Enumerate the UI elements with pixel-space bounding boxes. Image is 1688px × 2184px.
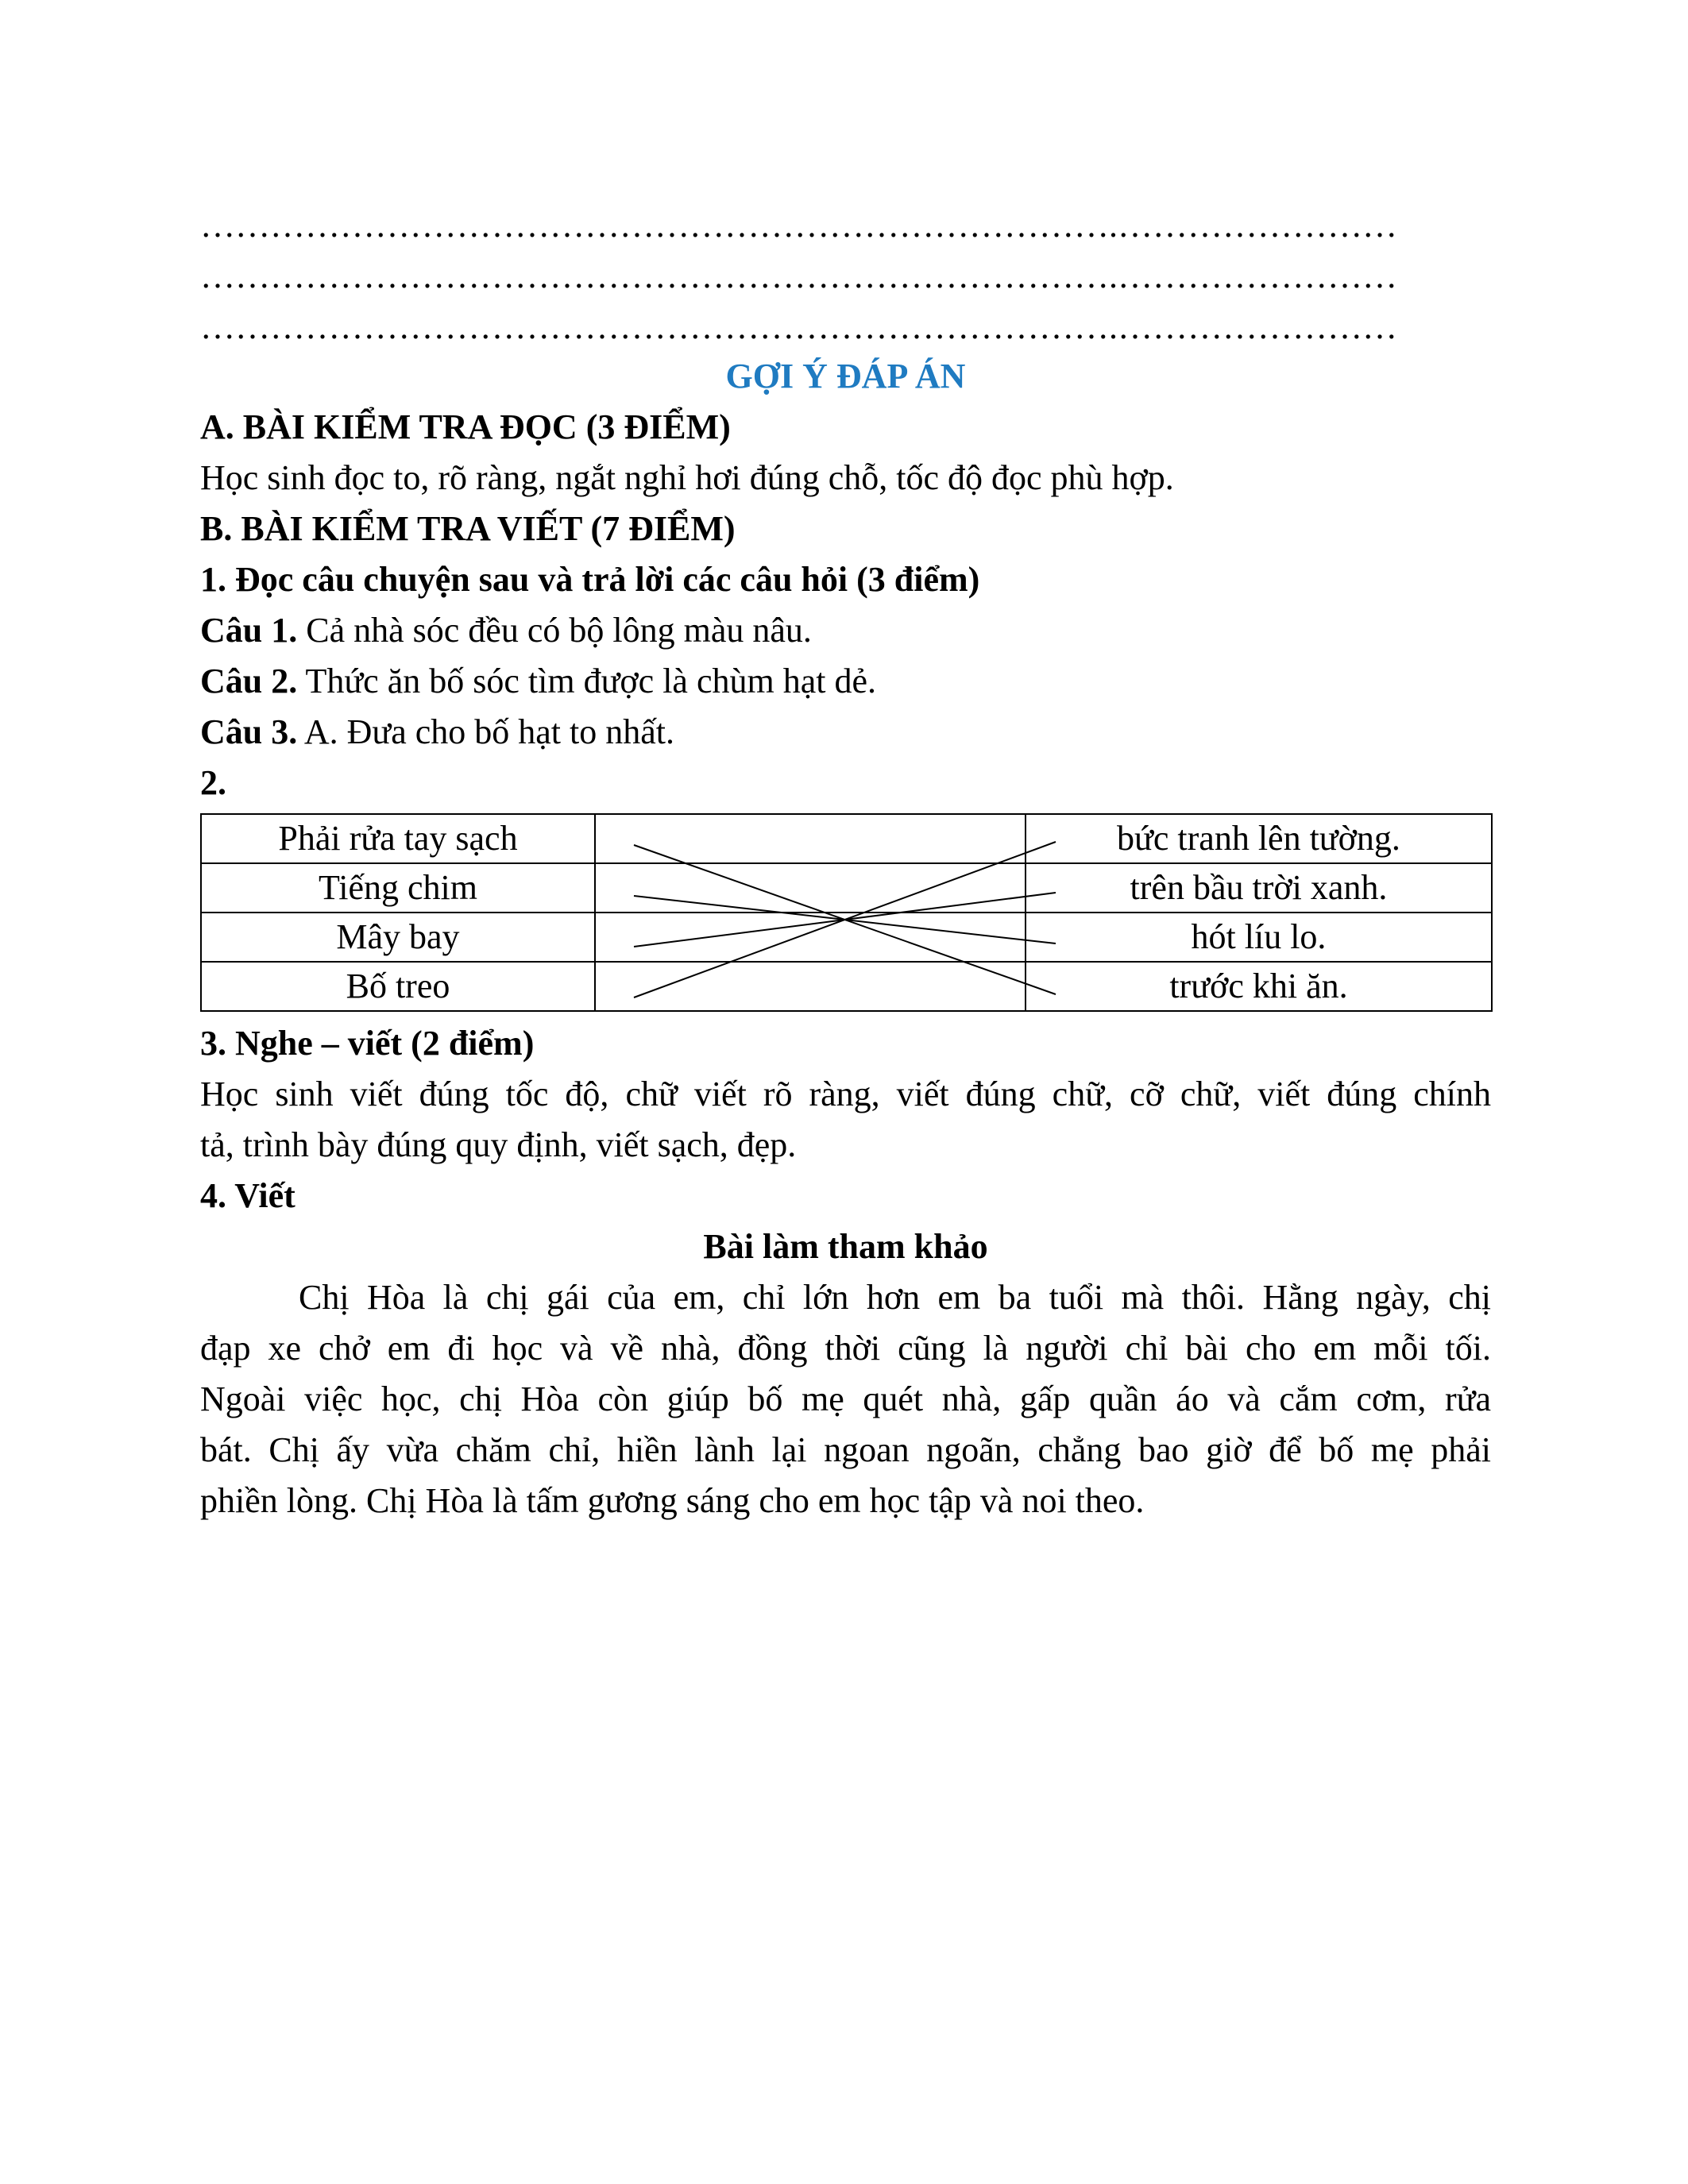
left-cell: Phải rửa tay sạch (201, 814, 595, 863)
part1-heading: 1. Đọc câu chuyện sau và trả lời các câu hỏi (3 điểm) (200, 560, 980, 599)
part4-heading: 4. Viết (200, 1176, 295, 1215)
question-answer: Cả nhà sóc đều có bộ lông màu nâu. (297, 611, 812, 650)
part3-text-line: tả, trình bày đúng quy định, viết sạch, đẹp. (200, 1125, 797, 1164)
essay-line: Chị Hòa là chị gái của em, chỉ lớn hơn em ba tuổi mà thôi. Hằng ngày, chị (299, 1278, 1491, 1317)
section-a-text: Học sinh đọc to, rõ ràng, ngắt nghỉ hơi đúng chỗ, tốc độ đọc phù hợp. (200, 458, 1174, 497)
part2-heading: 2. (200, 763, 226, 802)
section-a-heading: A. BÀI KIỂM TRA ĐỌC (3 ĐIỂM) (200, 407, 731, 446)
left-cell: Bố treo (201, 962, 595, 1011)
matching-lines (629, 813, 1062, 1017)
question-1 (200, 605, 1491, 656)
part3-heading: 3. Nghe – viết (2 điểm) (200, 1024, 535, 1063)
essay-line: bát. Chị ấy vừa chăm chỉ, hiền lành lại ngoan ngoãn, chẳng bao giờ để bố mẹ phải (200, 1430, 1491, 1469)
right-cell: hót líu lo. (1026, 913, 1492, 962)
question-label: Câu 1. (200, 611, 298, 650)
dotted-answer-line: …………………………………………………………………….…………………… (200, 257, 1397, 295)
left-cell: Tiếng chim (201, 863, 595, 913)
left-cell: Mây bay (201, 913, 595, 962)
dotted-answer-line: …………………………………………………………………….…………………… (200, 206, 1397, 245)
essay-line: đạp xe chở em đi học và về nhà, đồng thời cũng là người chỉ bài cho em mỗi tối. (200, 1329, 1491, 1368)
dotted-answer-line: …………………………………………………………………….…………………… (200, 307, 1397, 346)
essay-line: phiền lòng. Chị Hòa là tấm gương sáng cho em học tập và noi theo. (200, 1481, 1145, 1520)
part3-text-line: Học sinh viết đúng tốc độ, chữ viết rõ ràng, viết đúng chữ, cỡ chữ, viết đúng chính (200, 1075, 1491, 1113)
question-2 (200, 656, 1491, 707)
essay-line: Ngoài việc học, chị Hòa còn giúp bố mẹ quét nhà, gấp quần áo và cắm cơm, rửa (200, 1379, 1491, 1418)
question-answer: A. Đưa cho bố hạt to nhất. (297, 712, 675, 751)
question-answer: Thức ăn bố sóc tìm được là chùm hạt dẻ. (297, 662, 876, 700)
question-label: Câu 2. (200, 662, 298, 700)
right-cell: trước khi ăn. (1026, 962, 1492, 1011)
right-cell: trên bầu trời xanh. (1026, 863, 1492, 913)
essay-title: Bài làm tham khảo (703, 1227, 988, 1266)
question-3 (200, 707, 1491, 758)
answer-key-title: GỢI Ý ĐÁP ÁN (725, 357, 966, 396)
question-label: Câu 3. (200, 712, 298, 751)
match-connector-line (634, 842, 1056, 997)
right-cell: bức tranh lên tường. (1026, 814, 1492, 863)
section-b-heading: B. BÀI KIỂM TRA VIẾT (7 ĐIỂM) (200, 509, 736, 548)
